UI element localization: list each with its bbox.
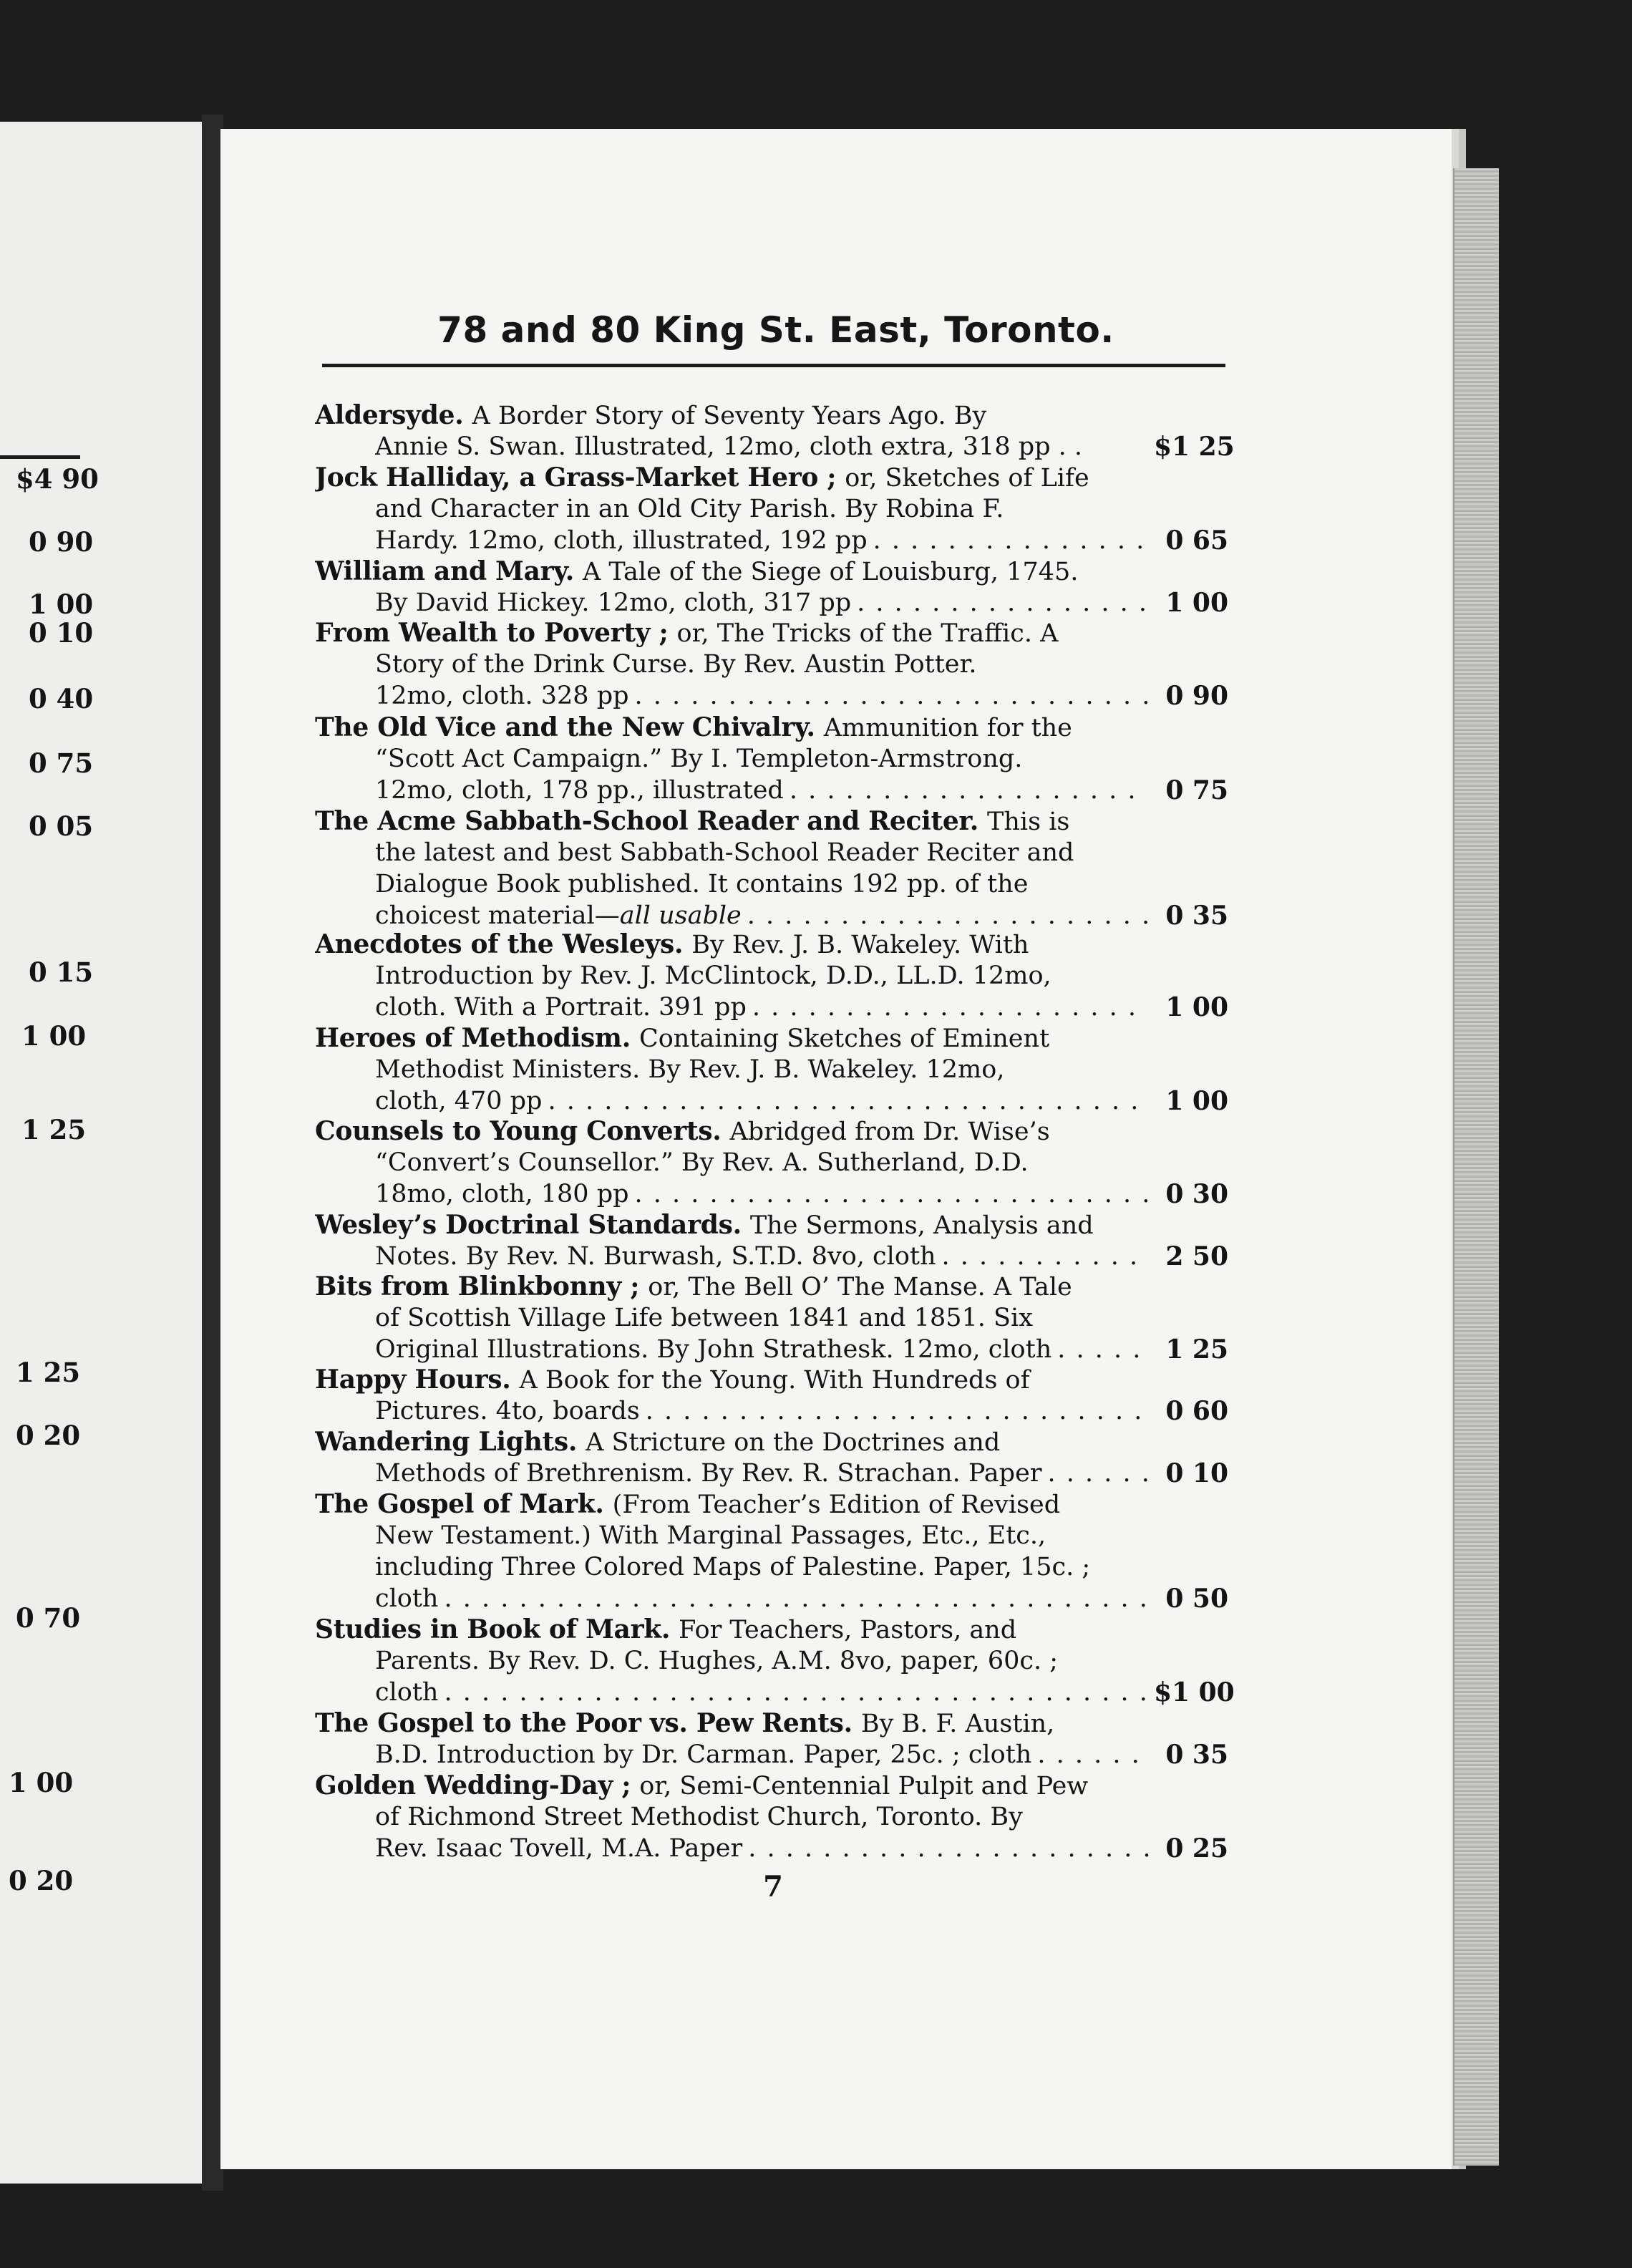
- book-price: 0 30: [1165, 1179, 1228, 1209]
- book-description: or, Semi-Centennial Pulpit and Pew: [639, 1772, 1089, 1801]
- entry-line: [375, 837, 1149, 868]
- entry-line: [375, 1739, 1149, 1770]
- leader-dots: [1037, 1739, 1149, 1770]
- book-description: B.D. Introduction by Dr. Carman. Paper, 25c. ; cloth: [375, 1740, 1032, 1769]
- book-price: 0 25: [1165, 1833, 1228, 1864]
- book-description: Dialogue Book published. It contains 192 pp. of the: [375, 870, 1029, 898]
- entry-first-line: [315, 712, 1149, 743]
- entry-line: [375, 992, 1149, 1023]
- entry-first-line: [315, 462, 1149, 493]
- book-description: Pictures. 4to, boards: [375, 1397, 640, 1425]
- book-description: A Tale of the Siege of Louisburg, 1745.: [583, 558, 1079, 586]
- entry-line: [375, 1241, 1149, 1272]
- leader-dots: [635, 680, 1149, 712]
- book-price: 2 50: [1165, 1241, 1228, 1271]
- left-page-price: 1 00: [9, 1767, 74, 1798]
- left-page-price: 1 00: [29, 588, 94, 620]
- book-description: choicest material—: [375, 901, 620, 930]
- entry-first-line: [315, 1364, 1149, 1395]
- book-description: cloth: [375, 1678, 439, 1707]
- page-number: 7: [763, 1870, 783, 1904]
- book-price: 1 00: [1165, 992, 1228, 1022]
- book-price: 0 35: [1165, 901, 1228, 931]
- entry-line: [375, 525, 1149, 556]
- entry-line: [375, 775, 1149, 806]
- book-title: Wandering Lights.: [315, 1427, 578, 1457]
- leader-dots: [548, 1085, 1149, 1117]
- entry-line: [375, 868, 1149, 900]
- left-page-price: 0 40: [29, 683, 94, 714]
- entry-line: [375, 1801, 1149, 1833]
- book-description: Story of the Drink Curse. By Rev. Austin Potter.: [375, 650, 977, 679]
- book-description: including Three Colored Maps of Palestine. Paper, 15c. ;: [375, 1553, 1091, 1581]
- book-description: Original Illustrations. By John Strathesk. 12mo, cloth: [375, 1335, 1052, 1364]
- book-description: Ammunition for the: [823, 714, 1072, 742]
- entry-line: [375, 649, 1149, 680]
- book-description: or, Sketches of Life: [845, 464, 1089, 493]
- book-title: Studies in Book of Mark.: [315, 1614, 671, 1644]
- book-description: This is: [987, 808, 1070, 836]
- left-page-price: 0 20: [9, 1865, 74, 1896]
- entry-line: [375, 1677, 1149, 1708]
- book-price: 0 90: [1165, 681, 1228, 711]
- entry-first-line: [315, 617, 1149, 649]
- entry-first-line: [315, 399, 1149, 431]
- entry-first-line: [315, 1488, 1149, 1520]
- book-price: 1 00: [1165, 1086, 1228, 1116]
- book-price: 0 75: [1165, 775, 1228, 805]
- header-rule: [322, 364, 1225, 367]
- entry-first-line: [315, 1707, 1149, 1739]
- book-description: cloth. With a Portrait. 391 pp: [375, 993, 747, 1022]
- italic-note: all usable: [619, 901, 742, 930]
- leader-dots: [444, 1583, 1149, 1614]
- book-description: cloth: [375, 1584, 439, 1613]
- book-description: New Testament.) With Marginal Passages, Etc., Etc.,: [375, 1521, 1046, 1550]
- leader-dots: [1057, 1334, 1149, 1365]
- book-description: Hardy. 12mo, cloth, illustrated, 192 pp: [375, 526, 868, 555]
- book-title: The Acme Sabbath-School Reader and Reciter.: [315, 806, 979, 836]
- book-description: Annie S. Swan. Illustrated, 12mo, cloth extra, 318 pp . .: [375, 432, 1083, 461]
- entry-line: [375, 680, 1149, 712]
- page-fore-edge: [1453, 168, 1499, 2166]
- book-title: Anecdotes of the Wesleys.: [315, 929, 684, 959]
- book-title: Wesley’s Doctrinal Standards.: [315, 1210, 742, 1240]
- entry-line: [375, 1645, 1149, 1677]
- entry-line: [375, 1085, 1149, 1117]
- leader-dots: [444, 1677, 1149, 1708]
- entry-first-line: [315, 1770, 1149, 1801]
- book-description: “Scott Act Campaign.” By I. Templeton-Armstrong.: [375, 745, 1023, 773]
- entry-line: [375, 1583, 1149, 1614]
- book-description: “Convert’s Counsellor.” By Rev. A. Sutherland, D.D.: [375, 1148, 1029, 1177]
- book-description: 18mo, cloth, 180 pp: [375, 1180, 629, 1208]
- leader-dots: [942, 1241, 1149, 1272]
- book-description: Rev. Isaac Tovell, M.A. Paper: [375, 1834, 743, 1863]
- book-price: $1 25: [1154, 432, 1235, 462]
- entry-line: [375, 1833, 1149, 1864]
- entry-line: [375, 431, 1149, 462]
- entry-line: [375, 1178, 1149, 1210]
- entry-line: [375, 743, 1149, 775]
- book-price: 1 00: [1165, 588, 1228, 618]
- entry-line: [375, 1147, 1149, 1178]
- left-page-price: 0 05: [29, 810, 94, 842]
- book-title: The Old Vice and the New Chivalry.: [315, 712, 815, 742]
- entry-line: [375, 1334, 1149, 1365]
- leader-dots: [748, 1833, 1149, 1864]
- entry-first-line: [315, 1209, 1149, 1241]
- book-title: Bits from Blinkbonny ;: [315, 1271, 640, 1302]
- leader-dots: [747, 900, 1149, 931]
- book-description: By David Hickey. 12mo, cloth, 317 pp: [375, 588, 852, 617]
- entry-first-line: [315, 805, 1149, 837]
- book-price: 0 50: [1165, 1584, 1228, 1614]
- entry-first-line: [315, 1115, 1149, 1147]
- book-price: 0 60: [1165, 1396, 1228, 1426]
- book-price: 0 10: [1165, 1458, 1228, 1488]
- entry-line: [375, 900, 1149, 931]
- book-price: 0 35: [1165, 1740, 1228, 1770]
- leader-dots: [857, 587, 1149, 619]
- book-description: The Sermons, Analysis and: [749, 1211, 1094, 1240]
- entry-line: [375, 1551, 1149, 1583]
- book-title: The Gospel of Mark.: [315, 1489, 604, 1519]
- entry-first-line: [315, 1426, 1149, 1458]
- entry-first-line: [315, 1614, 1149, 1645]
- book-description: A Book for the Young. With Hundreds of: [519, 1366, 1030, 1395]
- page-header: 78 and 80 King St. East, Toronto.: [437, 309, 1114, 351]
- left-page-price: 1 00: [21, 1020, 87, 1052]
- book-description: Containing Sketches of Eminent: [638, 1024, 1050, 1053]
- book-price: $1 00: [1154, 1677, 1235, 1707]
- leader-dots: [646, 1395, 1149, 1427]
- entry-line: [375, 1054, 1149, 1085]
- book-description: By Rev. J. B. Wakeley. With: [691, 931, 1029, 959]
- book-description: Methodist Ministers. By Rev. J. B. Wakeley. 12mo,: [375, 1055, 1005, 1084]
- left-page-price: 1 25: [16, 1357, 81, 1388]
- left-page-rule: [0, 455, 80, 459]
- book-description: or, The Bell O’ The Manse. A Tale: [648, 1273, 1072, 1302]
- book-description: of Richmond Street Methodist Church, Toronto. By: [375, 1803, 1023, 1831]
- leader-dots: [790, 775, 1149, 806]
- leader-dots: [1048, 1458, 1149, 1489]
- entry-line: [375, 587, 1149, 619]
- book-description: (From Teacher’s Edition of Revised: [612, 1491, 1061, 1519]
- left-page-price: 0 90: [29, 526, 94, 558]
- book-title: Counsels to Young Converts.: [315, 1116, 722, 1146]
- entry-first-line: [315, 929, 1149, 960]
- book-description: and Character in an Old City Parish. By Robina F.: [375, 495, 1004, 523]
- book-description: By B. F. Austin,: [860, 1710, 1055, 1738]
- book-description: Parents. By Rev. D. C. Hughes, A.M. 8vo, paper, 60c. ;: [375, 1647, 1059, 1675]
- left-page-price: 0 15: [29, 956, 94, 988]
- book-description: of Scottish Village Life between 1841 and 1851. Six: [375, 1304, 1033, 1332]
- entry-first-line: [315, 1022, 1149, 1054]
- entry-line: [375, 1302, 1149, 1334]
- book-description: Introduction by Rev. J. McClintock, D.D., LL.D. 12mo,: [375, 961, 1051, 990]
- book-description: the latest and best Sabbath-School Reader Reciter and: [375, 838, 1074, 867]
- book-description: A Border Story of Seventy Years Ago. By: [472, 402, 987, 430]
- left-page-price: 0 75: [29, 747, 94, 779]
- book-title: From Wealth to Poverty ;: [315, 618, 669, 648]
- book-description: or, The Tricks of the Traffic. A: [676, 619, 1059, 648]
- book-description: 12mo, cloth, 178 pp., illustrated: [375, 776, 784, 805]
- book-description: 12mo, cloth. 328 pp: [375, 682, 629, 710]
- left-page-price: 1 25: [21, 1114, 87, 1145]
- entry-line: [375, 1520, 1149, 1551]
- book-description: A Stricture on the Doctrines and: [586, 1428, 1001, 1457]
- left-page-price: 0 70: [16, 1602, 81, 1634]
- book-title: Heroes of Methodism.: [315, 1023, 631, 1053]
- book-price: 0 65: [1165, 525, 1228, 556]
- left-page-price: 0 10: [29, 617, 94, 649]
- book-title: Jock Halliday, a Grass-Market Hero ;: [315, 462, 837, 493]
- entry-line: [375, 1458, 1149, 1489]
- book-description: cloth, 470 pp: [375, 1087, 543, 1115]
- leader-dots: [752, 992, 1149, 1023]
- book-description: Abridged from Dr. Wise’s: [729, 1118, 1050, 1146]
- entry-line: [375, 1395, 1149, 1427]
- book-price: 1 25: [1165, 1334, 1228, 1365]
- left-page-fragment: [0, 122, 209, 2184]
- leader-dots: [873, 525, 1149, 556]
- book-description: Methods of Brethrenism. By Rev. R. Strachan. Paper: [375, 1459, 1042, 1488]
- book-title: Happy Hours.: [315, 1365, 511, 1395]
- left-page-price: 0 20: [16, 1420, 81, 1451]
- book-title: Golden Wedding-Day ;: [315, 1770, 631, 1801]
- left-page-price: $4 90: [16, 463, 99, 495]
- book-title: William and Mary.: [315, 556, 575, 586]
- entry-line: [375, 493, 1149, 525]
- entry-line: [375, 960, 1149, 992]
- leader-dots: [635, 1178, 1149, 1210]
- book-title: The Gospel to the Poor vs. Pew Rents.: [315, 1708, 853, 1738]
- entry-first-line: [315, 1271, 1149, 1302]
- book-description: For Teachers, Pastors, and: [679, 1616, 1017, 1644]
- book-description: Notes. By Rev. N. Burwash, S.T.D. 8vo, cloth: [375, 1242, 936, 1271]
- entry-first-line: [315, 556, 1149, 587]
- book-title: Aldersyde.: [315, 400, 464, 430]
